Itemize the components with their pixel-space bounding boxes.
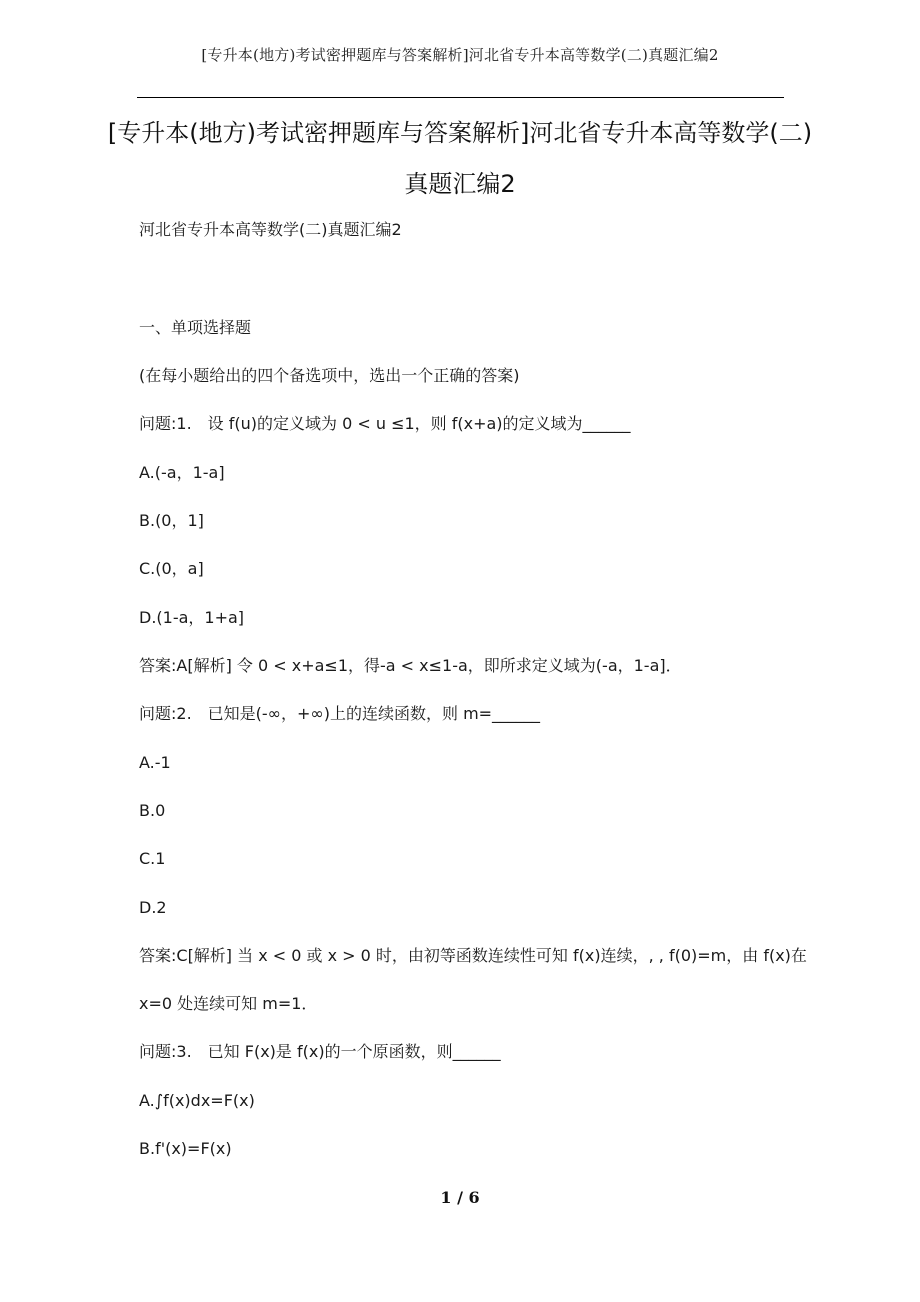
section-heading: 一、单项选择题 [139, 318, 252, 337]
question-1-option-d: D.(1-a，1+a] [139, 608, 245, 627]
question-3-prompt: 问题:3. 已知 F(x)是 f(x)的一个原函数，则______ [139, 1042, 501, 1061]
document-subtitle: 河北省专升本高等数学(二)真题汇编2 [139, 220, 402, 239]
document-title-line-2: 真题汇编2 [404, 170, 516, 198]
question-3-option-b: B.f'(x)=F(x) [139, 1139, 232, 1158]
question-1-prompt: 问题:1. 设 f(u)的定义域为 0 < u ≤1，则 f(x+a)的定义域为______ [139, 414, 631, 433]
question-2-answer-line-2: x=0 处连续可知 m=1． [139, 994, 318, 1013]
question-1-option-c: C.(0，a] [139, 559, 204, 578]
question-1-option-a: A.(-a，1-a] [139, 463, 225, 482]
question-1-answer: 答案:A[解析] 令 0 < x+a≤1，得-a < x≤1-a，即所求定义域为(-a，1-a]． [139, 656, 682, 675]
question-2-option-c: C.1 [139, 849, 166, 868]
question-2-option-a: A.-1 [139, 753, 171, 772]
page-indicator: 1 / 6 [440, 1188, 480, 1207]
question-3-option-a: A.∫f(x)dx=F(x) [139, 1091, 255, 1110]
question-2-option-d: D.2 [139, 898, 167, 917]
running-header: [专升本(地方)考试密押题库与答案解析]河北省专升本高等数学(二)真题汇编2 [201, 46, 719, 64]
question-1-option-b: B.(0，1] [139, 511, 204, 530]
section-instruction: (在每小题给出的四个备选项中，选出一个正确的答案) [139, 366, 520, 385]
question-2-answer-line-1: 答案:C[解析] 当 x < 0 或 x > 0 时，由初等函数连续性可知 f(x)连续，, , f(0)=m，由 f(x)在 [139, 946, 807, 965]
question-2-prompt: 问题:2. 已知是(-∞，+∞)上的连续函数，则 m=______ [139, 704, 541, 723]
header-rule [137, 97, 784, 98]
question-2-option-b: B.0 [139, 801, 166, 820]
document-title-line-1: [专升本(地方)考试密押题库与答案解析]河北省专升本高等数学(二) [107, 119, 813, 147]
